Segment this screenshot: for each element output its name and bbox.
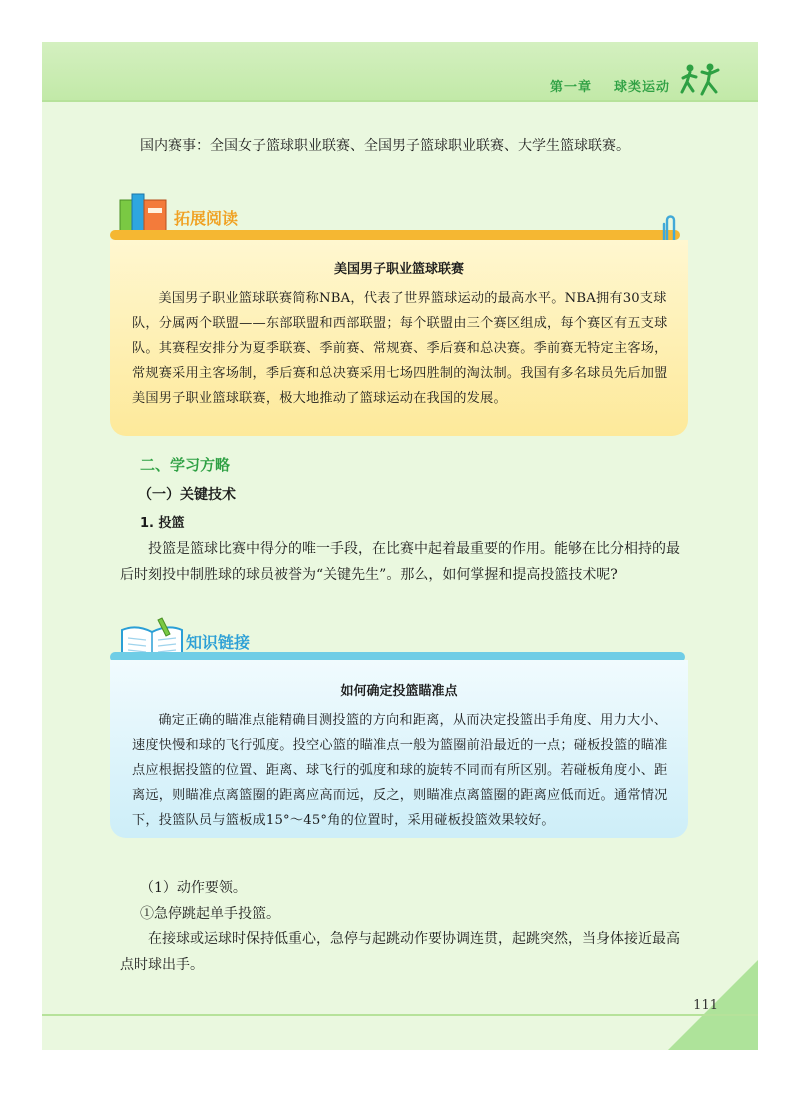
extended-reading-box — [110, 240, 688, 436]
knowledge-link-box — [110, 660, 688, 838]
chapter-label — [550, 76, 670, 95]
section-heading: 二、学习方略 — [140, 456, 231, 474]
athletes-icon — [678, 62, 724, 98]
extended-reading-tag: 拓展阅读 — [174, 209, 239, 228]
knowledge-link-title: 如何确定投篮瞄准点 — [340, 684, 458, 699]
knowledge-link-body: 确定正确的瞄准点能精确目测投篮的方向和距离，从而决定投篮出手角度、用力大小、速度快慢和球的飞行弧度。投空心篮的瞄准点一般为篮圈前沿最近的一点；碰板投篮的瞄准点应根据投篮的位置、距离、球飞行的弧度和球的旋转不同而有所区别。若碰板角度小、距离远，则瞄准点离篮圈的距离应高而远，反之，则瞄准点离篮圈的距离应低而近。通常情况下，投篮队员与篮板成15°～45°角的位置时，采用碰板投篮效果较好。 — [132, 713, 668, 828]
extended-reading-title: 美国男子职业篮球联赛 — [333, 262, 464, 277]
footer-divider — [42, 1014, 758, 1016]
intro-line: 国内赛事：全国女子篮球职业联赛、全国男子篮球职业联赛、大学生篮球联赛。 — [140, 138, 630, 154]
steps-line-1: （1）动作要领。 — [140, 880, 247, 896]
extended-reading-bar — [110, 230, 680, 240]
topic-heading: 1. 投篮 — [140, 516, 185, 531]
chapter-title: 球类运动 — [613, 80, 670, 95]
header-divider — [42, 100, 758, 102]
steps-line-2: ①急停跳起单手投篮。 — [140, 906, 280, 922]
knowledge-link-tag: 知识链接 — [186, 633, 251, 652]
steps-paragraph: 在接球或运球时保持低重心，急停与起跳动作要协调连贯，起跳突然，当身体接近最高点时球出手。 — [120, 931, 680, 973]
subsection-heading: （一）关键技术 — [138, 487, 236, 503]
chapter-number: 第一章 — [549, 80, 592, 95]
extended-reading-body: 美国男子职业篮球联赛简称NBA，代表了世界篮球运动的最高水平。NBA拥有30支球队，分属两个联盟——东部联盟和西部联盟；每个联盟由三个赛区组成，每个赛区有五支球队。其赛程安排分为夏季联赛、季前赛、常规赛、季后赛和总决赛。季前赛无特定主客场，常规赛采用主客场制，季后赛和总决赛采用七场四胜制的淘汰制。我国有多名球员先后加盟美国男子职业篮球联赛，极大地推动了篮球运动在我国的发展。 — [132, 291, 668, 406]
page-number: 111 — [693, 998, 718, 1013]
textbook-page — [42, 42, 758, 1050]
shooting-paragraph: 投篮是篮球比赛中得分的唯一手段，在比赛中起着最重要的作用。能够在比分相持的最后时刻投中制胜球的球员被誉为“关键先生”。那么，如何掌握和提高投篮技术呢? — [120, 541, 680, 583]
